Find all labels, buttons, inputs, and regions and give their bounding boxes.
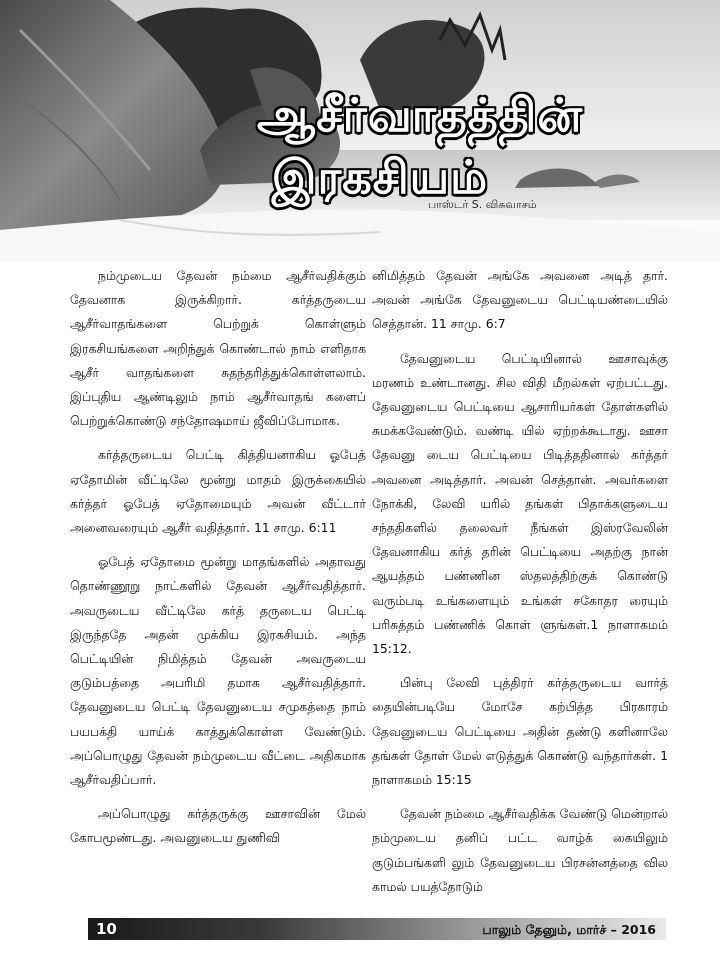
paragraph: அப்பொழுது கர்த்தருக்கு ஊசாவின் மேல் கோபமூண்டது. அவனுடைய துணிவி	[70, 806, 366, 846]
article-author: பாஸ்டர் S. விசுவாசம்	[428, 198, 537, 211]
paragraph: நம்முடைய தேவன் நம்மை ஆசீர்வதிக்கும் தேவனாக இருக்கிறார். கர்த்தருடைய ஆசீர்வாதங்களை பெற்றுக் கொள்ளும் இரகசியங்களை அறிந்துக் கொண்டால் நாம் எளிதாக ஆசீர் வாதங்களை சுதந்தரித்துக்கொள்ளலாம். இப்புதிய ஆண்டிலும் நாம் ஆசீர்வாதங் களைப் பெற்றுக்கொண்டு சந்தோஷமாய் ஜீவிப்போமாக.	[70, 268, 366, 429]
page-number: 10	[96, 920, 117, 938]
right-column	[372, 264, 668, 909]
article-title-line1: ஆசீர்வாதத்தின்	[257, 88, 583, 142]
paragraph: தேவன் நம்மை ஆசீர்வதிக்க வேண்டு மென்றால் நம்முடைய தனிப் பட்ட வாழ்க் கையிலும் குடும்பங்களி லும் தேவனுடைய பிரசன்னத்தை வில காமல் பயத்தோடும்	[372, 806, 668, 894]
article-title-line2: இரகசியம்	[271, 150, 489, 204]
paragraph: பின்பு லேவி புத்திரர் கர்த்தருடைய வார்த் தையின்படியே மோசே கற்பித்த பிரகாரம் தேவனுடைய பெட்டியை அதின் தண்டு களினாலே தங்கள் தோள் மேல் எடுத்துக் கொண்டு வந்தார்கள். 1 நாளாகமம் 15:15	[372, 675, 668, 788]
paragraph: ஓபேத் ஏதோமை மூன்று மாதங்களில் அதாவது தொண்ணூறு நாட்களில் தேவன் ஆசீர்வதித்தார். அவருடைய வீட்டிலே கர்த் தருடைய பெட்டி இருந்ததே அதன் முக்கிய இரகசியம். அந்த பெட்டியின் நிமித்தம் தேவன் அவருடைய குடும்பத்தை அபரிமி தமாக ஆசீர்வதித்தார். தேவனுடைய பெட்டி தேவனுடைய சமுகத்தை நாம் பயபக்தி யாய்க் காத்துக்கொள்ள வேண்டும். அப்பொழுது தேவன் நம்முடைய வீட்டை அதிகமாக ஆசீர்வதிப்பார்.	[70, 554, 366, 788]
issue-label: பாலும் தேனும், மார்ச் – 2016	[482, 922, 656, 937]
paragraph: தேவனுடைய பெட்டியினால் ஊசாவுக்கு மரணம் உண்டானது. சில விதி மீறல்கள் ஏற்பட்டது. தேவனுடைய பெட்டியை ஆசாரியர்கள் தோள்களில் சுமக்கவேண்டும். வண்டி யில் ஏற்றக்கூடாது. ஊசா தேவனு டைய பெட்டியை பிடித்ததினால் கர்த்தர் அவனை அடித்தார். அவன் செத்தான். அவர்களை நோக்கி, லேவி யரில் தங்கள் பிதாக்களுடைய சந்ததிகளில் தலைவர் நீங்கள் இஸ்ரவேலின் தேவனாகிய கர்த் தரின் பெட்டியை அதற்கு நான் ஆயத்தம் பண்ணின ஸ்தலத்திற்குக் கொண்டு வரும்படி உங்களையும் உங்கள் சகோதர ரையும் பரிசுத்தம் பண்ணிக் கொள் ளுங்கள்.1 நாளாகமம் 15:12.	[372, 350, 668, 657]
paragraph: கர்த்தருடைய பெட்டி கித்தியனாகிய ஓபேத் ஏதோமின் வீட்டிலே மூன்று மாதம் இருக்கையில் கர்த்தர் ஓபேத் ஏதோமையும் அவன் வீட்டார் அனைவரையும் ஆசீர் வதித்தார். 11 சாமு. 6:11	[70, 447, 366, 536]
left-column	[70, 264, 366, 861]
paragraph: னிமித்தம் தேவன் அங்கே அவனை அடித் தார். அவன் அங்கே தேவனுடைய பெட்டியண்டையில் செத்தான். 11 சாமு. 6:7	[372, 268, 668, 332]
